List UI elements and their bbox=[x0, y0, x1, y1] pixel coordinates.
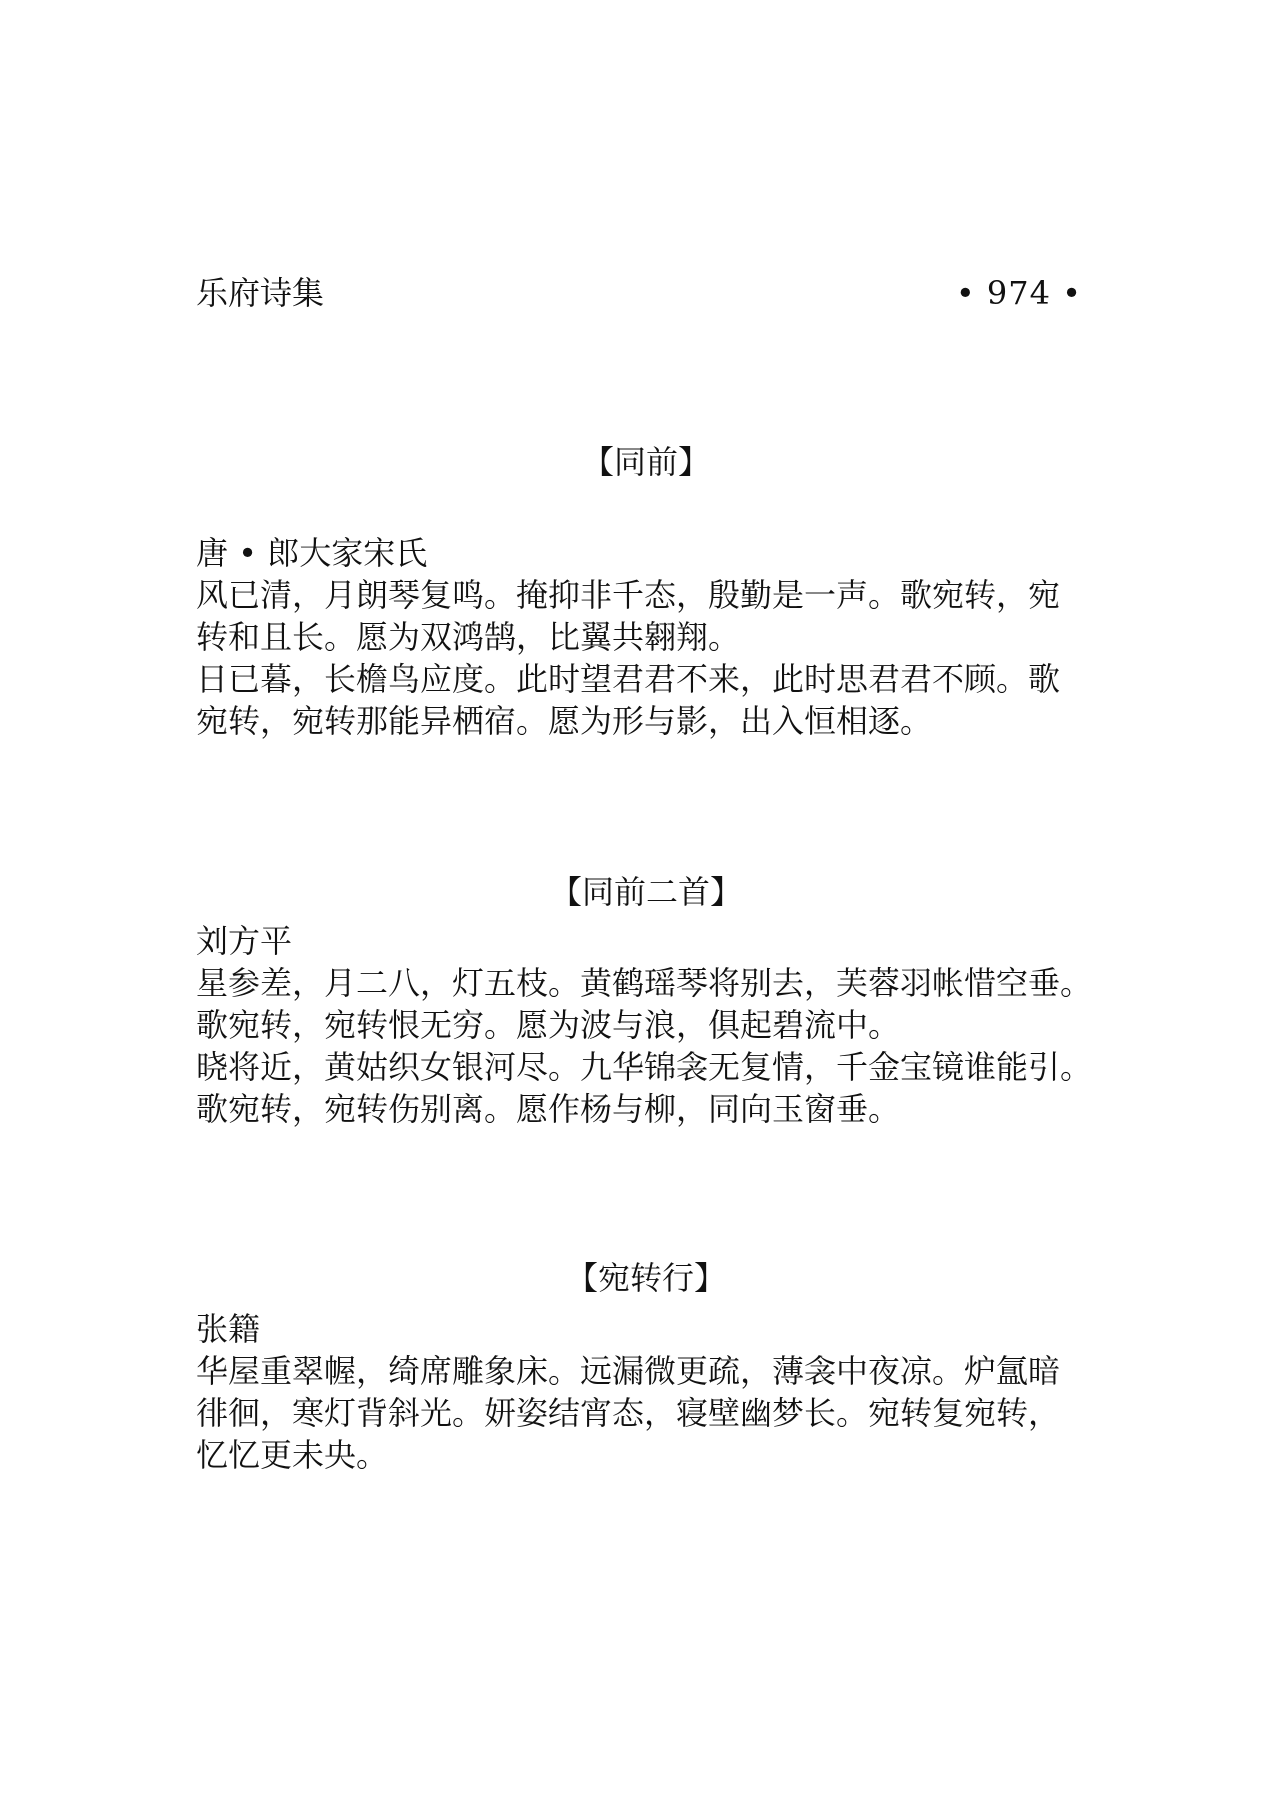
poem-line: 宛转，宛转那能异栖宿。愿为形与影，出入恒相逐。 bbox=[196, 702, 933, 740]
poem-author: 刘方平 bbox=[196, 922, 293, 960]
poem-line: 徘徊，寒灯背斜光。妍姿结宵态，寝壁幽梦长。宛转复宛转， bbox=[196, 1394, 1061, 1432]
section-title: 【宛转行】 bbox=[565, 1259, 726, 1297]
section-title: 【同前二首】 bbox=[549, 873, 742, 911]
section-title: 【同前】 bbox=[581, 443, 710, 481]
poem-line: 歌宛转，宛转恨无穷。愿为波与浪，俱起碧流中。 bbox=[196, 1006, 901, 1044]
poem-line: 转和且长。愿为双鸿鹄，比翼共翱翔。 bbox=[196, 618, 741, 656]
running-header bbox=[196, 270, 1082, 316]
page-number: • 974 • bbox=[955, 274, 1082, 312]
poem-line: 风已清，月朗琴复鸣。掩抑非千态，殷勤是一声。歌宛转，宛 bbox=[196, 576, 1061, 614]
poem-line: 忆忆更未央。 bbox=[196, 1436, 389, 1474]
poem-line: 华屋重翠幄，绮席雕象床。远漏微更疏，薄衾中夜凉。炉氲暗 bbox=[196, 1352, 1061, 1390]
book-title: 乐府诗集 bbox=[196, 274, 325, 312]
poem-section bbox=[196, 1256, 1116, 1476]
poem-author: 张籍 bbox=[196, 1310, 261, 1348]
poem-author: 唐 • 郎大家宋氏 bbox=[196, 534, 428, 572]
poem-line: 晓将近，黄姑织女银河尽。九华锦衾无复情，千金宝镜谁能引。 bbox=[196, 1048, 1093, 1086]
poem-line: 星参差，月二八，灯五枝。黄鹤瑶琴将别去，芙蓉羽帐惜空垂。 bbox=[196, 964, 1093, 1002]
poem-line: 日已暮，长檐鸟应度。此时望君君不来，此时思君君不顾。歌 bbox=[196, 660, 1061, 698]
poem-line: 歌宛转，宛转伤别离。愿作杨与柳，同向玉窗垂。 bbox=[196, 1090, 901, 1128]
poem-section bbox=[196, 870, 1116, 1130]
poem-section bbox=[196, 440, 1116, 742]
